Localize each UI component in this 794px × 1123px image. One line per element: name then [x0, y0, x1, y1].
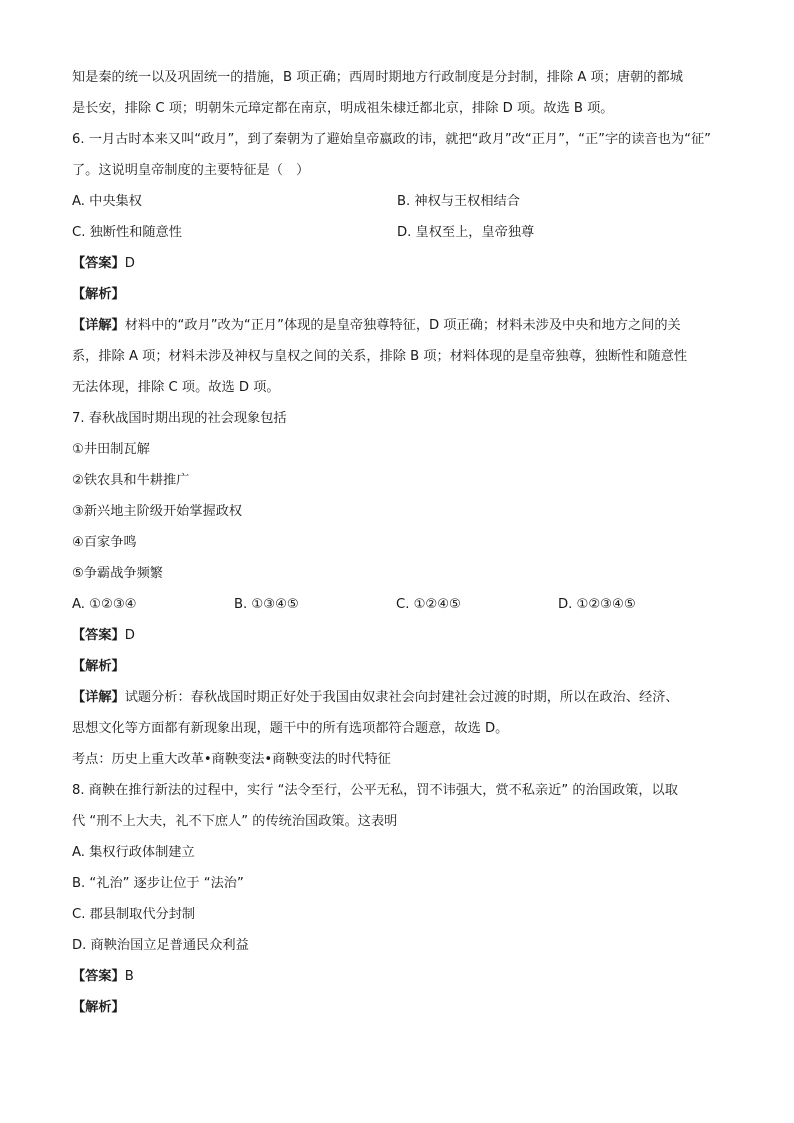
- q6-detail-line: 无法体现，排除 C 项。故选 D 项。: [72, 380, 280, 395]
- q7-option-a: A. ①②③④: [72, 597, 137, 612]
- q7-analysis: [72, 651, 732, 682]
- q8-option-d: D. 商鞅治国立足普通民众利益: [72, 938, 249, 953]
- analysis-tag: 【解析】: [72, 1000, 125, 1015]
- detail-text: 试题分析：春秋战国时期正好处于我国由奴隶社会向封建社会过渡的时期，所以在政治、经济、: [124, 690, 679, 705]
- answer-value: D: [124, 628, 135, 643]
- q7-item: ②铁农具和牛耕推广: [72, 473, 190, 488]
- q6-answer: [72, 248, 732, 279]
- q6-option-d: D. 皇权至上，皇帝独尊: [397, 225, 535, 240]
- q6-stem: 了。这说明皇帝制度的主要特征是（ ）: [72, 163, 310, 178]
- analysis-tag: 【解析】: [72, 287, 125, 302]
- q6-options-row: [72, 217, 732, 248]
- q6-option-a: A. 中央集权: [72, 194, 142, 209]
- q8-analysis: [72, 992, 732, 1023]
- q7-item: ⑤争霸战争频繁: [72, 566, 163, 581]
- answer-value: B: [124, 969, 134, 984]
- q6-detail-line: 系，排除 A 项；材料未涉及神权与皇权之间的关系，排除 B 项；材料体现的是皇帝独尊，独断性和随意性: [72, 349, 688, 364]
- q6-stem: 6. 一月古时本来又叫“政月”，到了秦朝为了避始皇帝嬴政的讳，就把“政月”改“正月”，“正”字的读音也为“征”: [72, 132, 711, 147]
- q6-option-c: C. 独断性和随意性: [72, 225, 182, 240]
- q7-option-b: B. ①③④⑤: [234, 597, 299, 612]
- q6-detail: [72, 310, 732, 341]
- q7-option-d: D. ①②③④⑤: [558, 597, 636, 612]
- q7-item: ①井田制瓦解: [72, 442, 150, 457]
- answer-tag: 【答案】: [72, 256, 125, 271]
- analysis-tag: 【解析】: [72, 659, 125, 674]
- q7-option-c: C. ①②④⑤: [396, 597, 461, 612]
- q7-point: 考点：历史上重大改革•商鞅变法•商鞅变法的时代特征: [72, 752, 391, 767]
- q7-answer: [72, 620, 732, 651]
- answer-value: D: [124, 256, 135, 271]
- q7-item: ④百家争鸣: [72, 535, 137, 550]
- q8-answer: [72, 961, 732, 992]
- q7-item: ③新兴地主阶级开始掌握政权: [72, 504, 243, 519]
- text-line: 是长安，排除 C 项；明朝朱元璋定都在南京，明成祖朱棣迁都北京，排除 D 项。故选 B 项。: [72, 101, 614, 116]
- q6-analysis: [72, 279, 732, 310]
- q7-options-row: [72, 589, 732, 620]
- text-line: 知是秦的统一以及巩固统一的措施，B 项正确；西周时期地方行政制度是分封制，排除 A 项；唐朝的都城: [72, 70, 683, 85]
- q8-option-b: B. “礼治” 逐步让位于 “法治”: [72, 876, 244, 891]
- q8-stem: 代 “刑不上大夫，礼不下庶人” 的传统治国政策。这表明: [72, 814, 398, 829]
- detail-tag: 【详解】: [72, 690, 125, 705]
- detail-text: 材料中的“政月”改为“正月”体现的是皇帝独尊特征，D 项正确；材料未涉及中央和地方之间的关: [124, 318, 681, 333]
- answer-tag: 【答案】: [72, 969, 125, 984]
- q7-detail-line: 思想文化等方面都有新现象出现，题干中的所有选项都符合题意，故选 D。: [72, 721, 509, 736]
- q8-option-c: C. 郡县制取代分封制: [72, 907, 196, 922]
- q8-stem: 8. 商鞅在推行新法的过程中，实行 “法令至行，公平无私，罚不讳强大，赏不私亲近” 的治国政策，以取: [72, 783, 678, 798]
- q6-option-b: B. 神权与王权相结合: [397, 194, 520, 209]
- q8-option-a: A. 集权行政体制建立: [72, 845, 195, 860]
- detail-tag: 【详解】: [72, 318, 125, 333]
- document-page: [72, 62, 732, 1023]
- q6-options-row: [72, 186, 732, 217]
- answer-tag: 【答案】: [72, 628, 125, 643]
- q7-stem: 7. 春秋战国时期出现的社会现象包括: [72, 411, 287, 426]
- q7-detail: [72, 682, 732, 713]
